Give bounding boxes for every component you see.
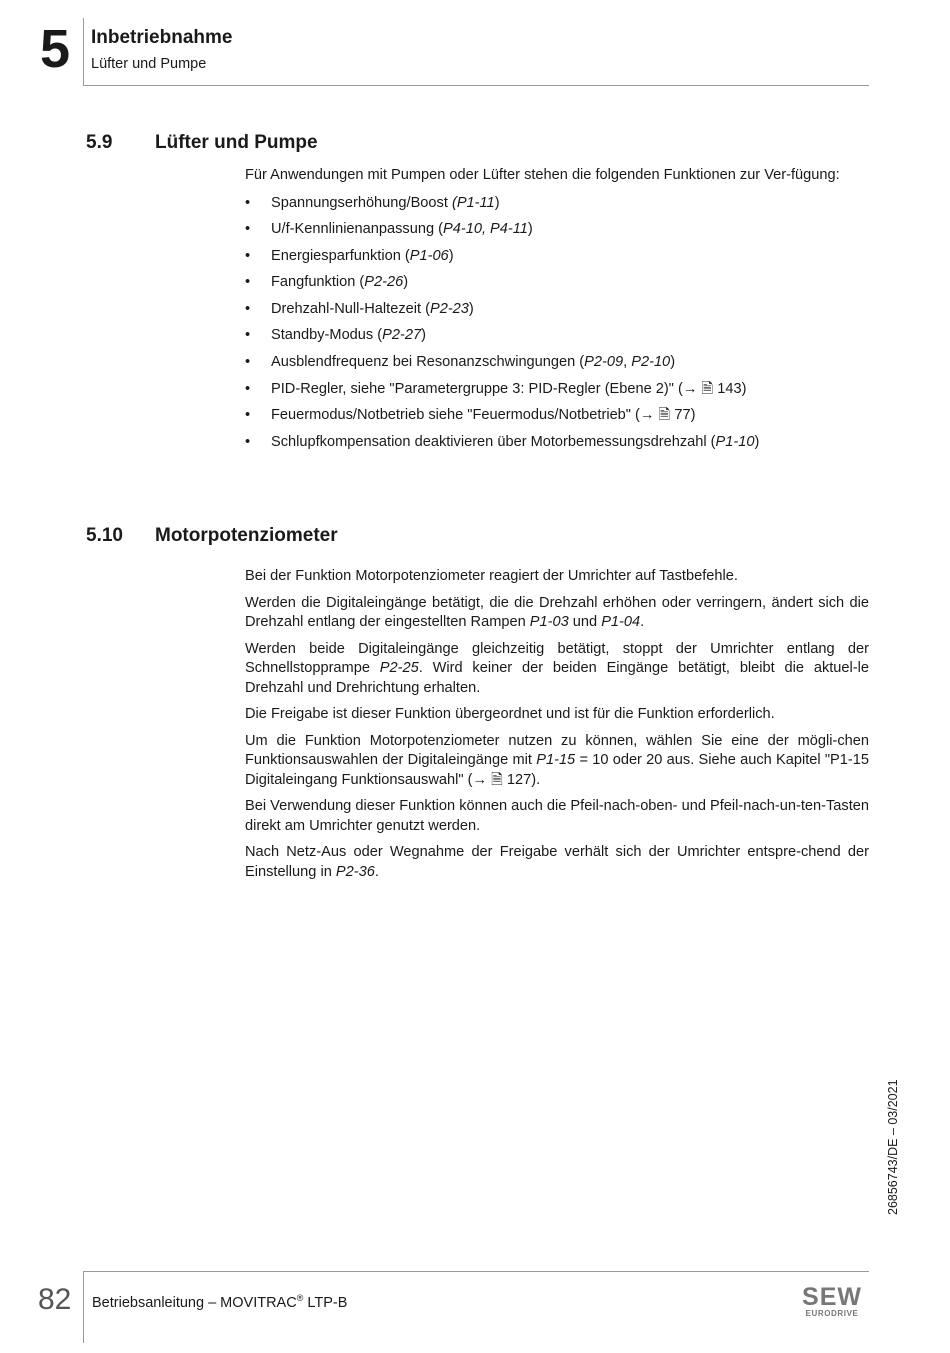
list-item: • PID-Regler, siehe "Parametergruppe 3: PID-Regler (Ebene 2)" (→ 🗎 143) <box>245 380 747 397</box>
page-number: 82 <box>38 1283 72 1316</box>
sew-eurodrive-logo: SEW EURODRIVE <box>802 1283 862 1318</box>
header-subtitle: Lüfter und Pumpe <box>91 56 207 72</box>
list-item: • Feuermodus/Notbetrieb siehe "Feuermodus/Notbetrieb" (→ 🗎 77) <box>245 407 696 424</box>
paragraph: Werden die Digitaleingänge betätigt, die die Drehzahl erhöhen oder verringern, ändert sich die Drehzahl entlang der eingestellten Rampen P1-03 und P1-04. <box>245 594 869 630</box>
footer-title: Betriebsanleitung – MOVITRAC® LTP-B <box>92 1293 348 1311</box>
paragraph: Um die Funktion Motorpotenziometer nutzen zu können, wählen Sie eine der mögli-chen Funktionsauswahlen der Digitaleingänge mit P1-15 = 10 oder 20 aus. Siehe auch Kapitel "P1-15 Digitaleingang Funktionsauswahl" (→ 🗎 127). <box>245 732 869 788</box>
cross-reference-link[interactable]: PID-Regler, siehe "Parametergruppe 3: PID-Regler (Ebene 2)" (→ 🗎 143) <box>271 380 747 397</box>
intro-paragraph: Für Anwendungen mit Pumpen oder Lüfter stehen die folgenden Funktionen zur Ver-fügung: <box>245 167 840 183</box>
cross-reference-link[interactable]: Feuermodus/Notbetrieb siehe "Feuermodus/Notbetrieb" (→ 🗎 77) <box>271 407 696 424</box>
cross-reference-link[interactable]: = 10 oder 20 aus. Siehe auch Kapitel "P1-15 Digitaleingang Funktionsauswahl" (→ 🗎 127). <box>245 752 869 788</box>
paragraph: Bei der Funktion Motorpotenziometer reagiert der Umrichter auf Tastbefehle. <box>245 568 738 584</box>
list-item: • U/f-Kennlinienanpassung (P4-10, P4-11) <box>245 221 533 238</box>
header-title: Inbetriebnahme <box>91 27 233 48</box>
section-title: Lüfter und Pumpe <box>155 132 318 153</box>
header-divider <box>83 18 84 86</box>
section-body <box>245 567 869 889</box>
document-number: 26856743/DE – 03/2021 <box>886 1079 900 1215</box>
list-item: • Energiesparfunktion (P1-06) <box>245 247 454 264</box>
list-item: • Ausblendfrequenz bei Resonanzschwingungen (P2-09, P2-10) <box>245 354 676 371</box>
section-number: 5.10 <box>86 525 123 546</box>
footer-rule <box>83 1271 869 1272</box>
paragraph: Werden beide Digitaleingänge gleichzeitig betätigt, stoppt der Umrichter entlang der Schnellstopprampe P2-25. Wird keiner der beiden Eingänge betätigt, bleibt die aktuel-le Drehzahl und Drehrichtung erhalten. <box>245 640 869 696</box>
paragraph: Nach Netz-Aus oder Wegnahme der Freigabe verhält sich der Umrichter entspre-chend der Einstellung in P2-36. <box>245 844 869 880</box>
section-title: Motorpotenziometer <box>155 525 338 546</box>
section-number: 5.9 <box>86 132 113 153</box>
chapter-number: 5 <box>40 19 71 79</box>
list-item: • Spannungserhöhung/Boost (P1-11) <box>245 194 500 211</box>
paragraph: Bei Verwendung dieser Funktion können auch die Pfeil-nach-oben- und Pfeil-nach-un-ten-Tasten direkt am Umrichter genutzt werden. <box>245 798 869 834</box>
list-item: • Drehzahl-Null-Haltezeit (P2-23) <box>245 300 474 317</box>
list-item: • Schlupfkompensation deaktivieren über Motorbemessungsdrehzahl (P1-10) <box>245 433 760 450</box>
paragraph: Die Freigabe ist dieser Funktion übergeordnet und ist für die Funktion erforderlich. <box>245 706 775 722</box>
list-item: • Standby-Modus (P2-27) <box>245 327 426 344</box>
feature-list <box>245 194 869 460</box>
section-body <box>245 166 869 459</box>
footer-divider <box>83 1271 84 1343</box>
header-rule <box>83 85 869 86</box>
list-item: • Fangfunktion (P2-26) <box>245 274 409 291</box>
